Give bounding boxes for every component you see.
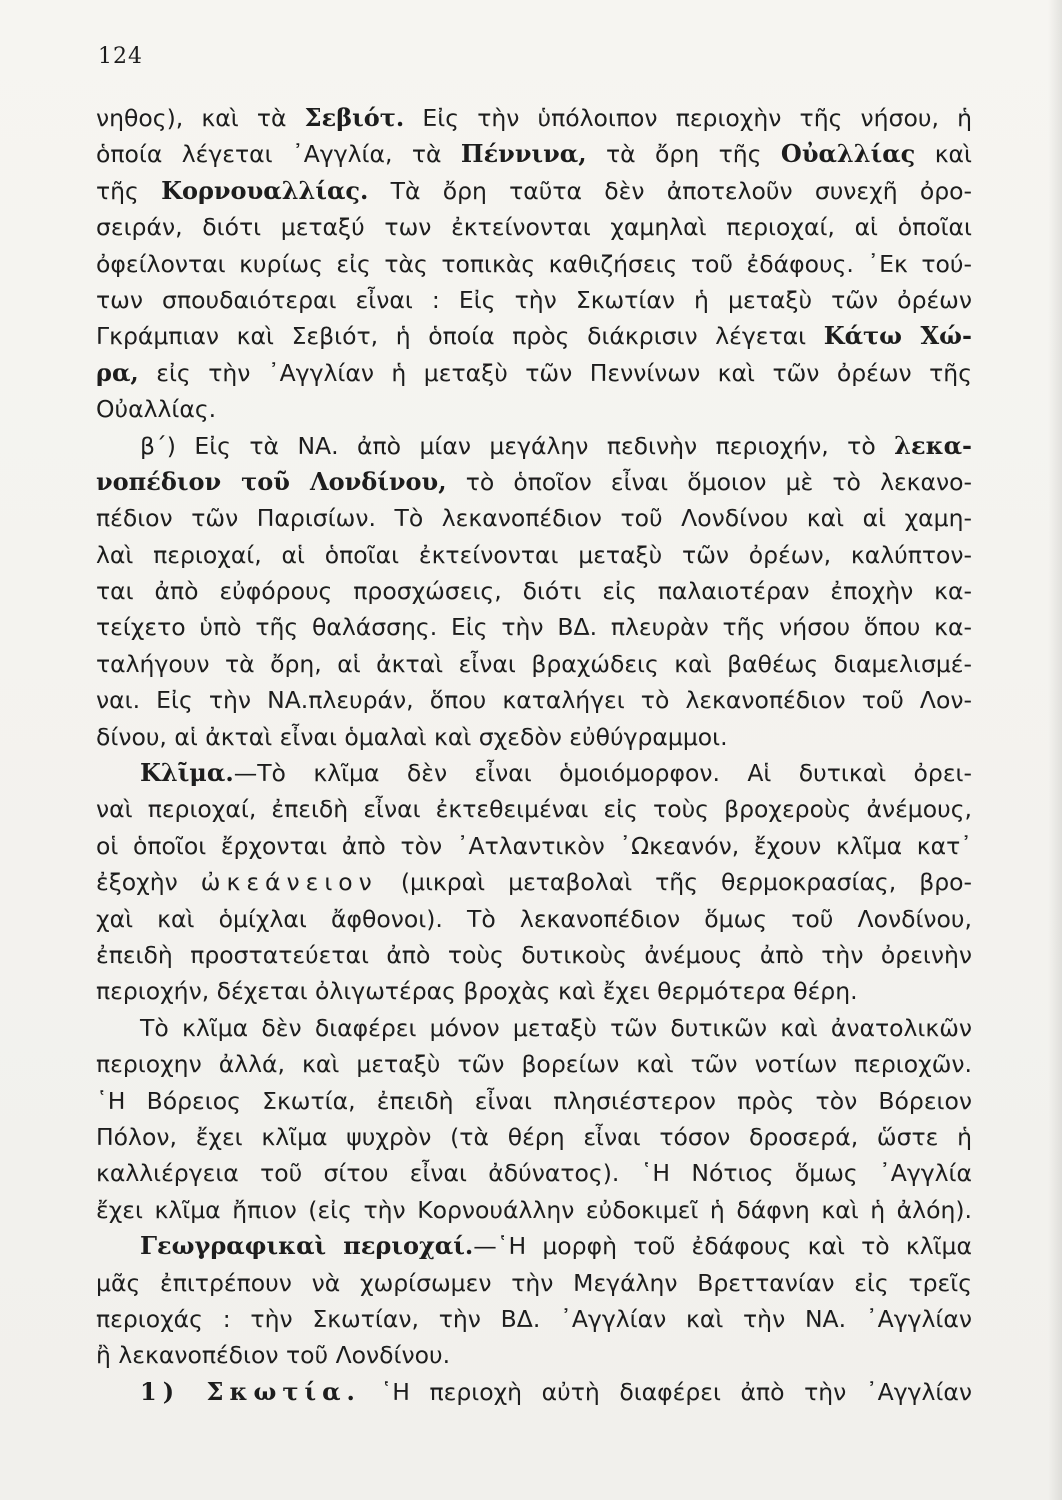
- text-line: Τὸ κλῖμα δὲν διαφέρει μόνον μεταξὺ τῶν δυτικῶν καὶ ἀνατολικῶν: [140, 1013, 972, 1042]
- text-line: ρα, εἰς τὴν ᾿Αγγλίαν ἡ μεταξὺ τῶν Πεννίνων καὶ τῶν ὀρέων τῆς: [96, 357, 972, 387]
- text-line: οἱ ὁποῖοι ἔρχονται ἀπὸ τὸν ᾿Ατλαντικὸν ᾿Ωκεανόν, ἔχουν κλῖμα κατ᾿: [96, 831, 972, 860]
- text-line: μᾶς ἐπιτρέπουν νὰ χωρίσωμεν τὴν Μεγάλην Βρεττανίαν εἰς τρεῖς: [96, 1268, 972, 1297]
- spaced-term: ὠκεάνειον: [200, 868, 378, 897]
- text-line: Πόλον, ἔχει κλῖμα ψυχρὸν (τὰ θέρη εἶναι τόσον δροσερά, ὥστε ἡ: [96, 1122, 972, 1151]
- bold-term: Οὐαλλίας: [780, 139, 916, 169]
- text-line: ῾Η Βόρειος Σκωτία, ἐπειδὴ εἶναι πλησιέστερον πρὸς τὸν Βόρειον: [96, 1086, 972, 1115]
- text-line: ὀφείλονται κυρίως εἰς τὰς τοπικὰς καθιζήσεις τοῦ ἐδάφους. ᾿Εκ τού-: [96, 249, 972, 278]
- text-line: περιοχήν, δέχεται ὀλιγωτέρας βροχὰς καὶ ἔχει θερμότερα θέρη.: [96, 977, 858, 1006]
- text-line: περιοχάς : τὴν Σκωτίαν, τὴν ΒΔ. ᾿Αγγλίαν καὶ τὴν ΝΑ. ᾿Αγγλίαν: [96, 1304, 972, 1333]
- text-line: ἐξοχὴν ὠκεάνειον (μικραὶ μεταβολαὶ τῆς θερμοκρασίας, βρο-: [96, 868, 972, 897]
- page-number: 124: [98, 44, 143, 69]
- text-line: Γκράμπιαν καὶ Σεβιότ, ἡ ὁποία πρὸς διάκρισιν λέγεται Κάτω Χώ-: [96, 321, 972, 351]
- section-heading: 1) Σκωτία.: [140, 1376, 361, 1406]
- text-line: ἐπειδὴ προστατεύεται ἀπὸ τοὺς δυτικοὺς ἀνέμους ἀπὸ τὴν ὀρεινὴν: [96, 940, 972, 969]
- text-line: τῆς Κορνουαλλίας. Τὰ ὄρη ταῦτα δὲν ἀποτελοῦν συνεχῆ ὀρο-: [96, 175, 972, 205]
- bold-term: Κάτω Χώ-: [823, 321, 972, 351]
- text-line: ναὶ περιοχαί, ἐπειδὴ εἶναι ἐκτεθειμέναι εἰς τοὺς βροχεροὺς ἀνέμους,: [96, 795, 972, 824]
- text-line: Κλῖμα.—Τὸ κλῖμα δὲν εἶναι ὁμοιόμορφον. Αἱ δυτικαὶ ὀρει-: [140, 758, 972, 788]
- text-line: 1) Σκωτία. ῾Η περιοχὴ αὐτὴ διαφέρει ἀπὸ τὴν ᾿Αγγλίαν: [140, 1376, 972, 1406]
- text-line: ται ἀπὸ εὐφόρους προσχώσεις, διότι εἰς παλαιοτέραν ἐποχὴν κα-: [96, 577, 972, 606]
- text-line: ἔχει κλῖμα ἤπιον (εἰς τὴν Κορνουάλλην εὐδοκιμεῖ ἡ δάφνη καὶ ἡ ἀλόη).: [96, 1195, 972, 1224]
- text-line: πέδιον τῶν Παρισίων. Τὸ λεκανοπέδιον τοῦ Λονδίνου καὶ αἱ χαμη-: [96, 504, 972, 533]
- bold-term: Σεβιότ.: [304, 103, 405, 132]
- bold-term: Πέννινα,: [460, 139, 587, 169]
- text-line: καλλιέργεια τοῦ σίτου εἶναι ἀδύνατος). ῾Η Νότιος ὅμως ᾿Αγγλία: [96, 1159, 972, 1188]
- text-line: β΄) Εἰς τὰ ΝΑ. ἀπὸ μίαν μεγάλην πεδινὴν περιοχήν, τὸ λεκα-: [140, 430, 972, 460]
- text-line: Οὐαλλίας.: [96, 395, 217, 424]
- text-line: δίνου, αἱ ἀκταὶ εἶναι ὁμαλαὶ καὶ σχεδὸν εὐθύγραμμοι.: [96, 722, 728, 751]
- section-heading: Κλῖμα.: [140, 758, 234, 788]
- text-line: νηθος), καὶ τὰ Σεβιότ. Εἰς τὴν ὑπόλοιπον περιοχὴν τῆς νήσου, ἡ: [96, 103, 972, 132]
- bold-term: νοπέδιον τοῦ Λονδίνου,: [96, 466, 447, 496]
- text-line: τείχετο ὑπὸ τῆς θαλάσσης. Εἰς τὴν ΒΔ. πλευρὰν τῆς νήσου ὅπου κα-: [96, 613, 972, 642]
- text-line: λαὶ περιοχαί, αἱ ὁποῖαι ἐκτείνονται μεταξὺ τῶν ὀρέων, καλύπτον-: [96, 540, 972, 569]
- text-line: χαὶ καὶ ὁμίχλαι ἄφθονοι). Τὸ λεκανοπέδιον ὅμως τοῦ Λονδίνου,: [96, 904, 972, 933]
- text-line: των σπουδαιότεραι εἶναι : Εἰς τὴν Σκωτίαν ἡ μεταξὺ τῶν ὀρέων: [96, 285, 972, 314]
- bold-term: ρα,: [96, 357, 139, 387]
- text-line: ἢ λεκανοπέδιον τοῦ Λονδίνου.: [96, 1341, 451, 1370]
- text-line: νοπέδιον τοῦ Λονδίνου, τὸ ὁποῖον εἶναι ὅμοιον μὲ τὸ λεκανο-: [96, 466, 972, 496]
- bold-term: λεκα-: [894, 430, 972, 460]
- text-line: ὁποία λέγεται ᾿Αγγλία, τὰ Πέννινα, τὰ ὄρη τῆς Οὐαλλίας καὶ: [96, 139, 972, 169]
- body-text: [96, 100, 972, 1410]
- text-line: σειράν, διότι μεταξύ των ἐκτείνονται χαμηλαὶ περιοχαί, αἱ ὁποῖαι: [96, 213, 972, 242]
- section-heading: Γεωγραφικαὶ περιοχαί.: [140, 1231, 474, 1261]
- page-edge-shadow: [1048, 0, 1062, 1500]
- text-line: ταλήγουν τὰ ὄρη, αἱ ἀκταὶ εἶναι βραχώδεις καὶ βαθέως διαμελισμέ-: [96, 649, 972, 678]
- bold-term: Κορνουαλλίας.: [161, 175, 369, 205]
- text-line: ναι. Εἰς τὴν ΝΑ.πλευράν, ὅπου καταλήγει τὸ λεκανοπέδιον τοῦ Λον-: [96, 686, 972, 715]
- text-line: περιοχην ἀλλά, καὶ μεταξὺ τῶν βορείων καὶ τῶν νοτίων περιοχῶν.: [96, 1050, 972, 1079]
- text-line: Γεωγραφικαὶ περιοχαί.—῾Η μορφὴ τοῦ ἐδάφους καὶ τὸ κλῖμα: [140, 1231, 972, 1261]
